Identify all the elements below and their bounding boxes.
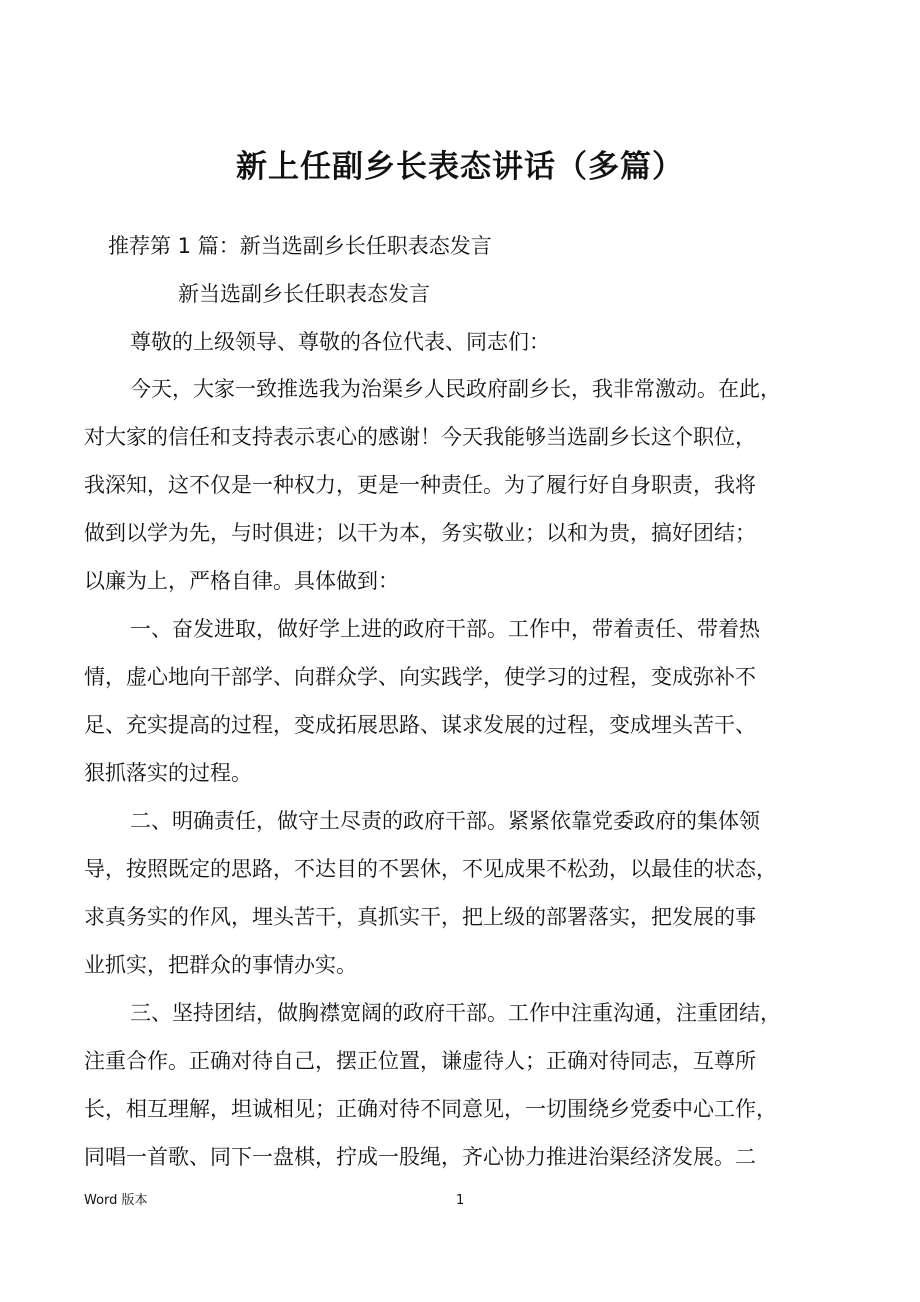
salutation-line: 尊敬的上级领导、尊敬的各位代表、同志们： — [130, 330, 550, 354]
body-line: 做到以学为先，与时俱进；以干为本，务实敬业；以和为贵，搞好团结； — [84, 521, 756, 545]
body-line: 今天，大家一致推选我为治渠乡人民政府副乡长，我非常激动。在此， — [130, 377, 781, 401]
body-line: 以廉为上，严格自律。具体做到： — [84, 569, 399, 593]
body-line: 情，虚心地向干部学、向群众学、向实践学，使学习的过程，变成弥补不 — [84, 665, 756, 689]
body-line: 足、充实提高的过程，变成拓展思路、谋求发展的过程，变成埋头苦干、 — [84, 713, 756, 737]
body-line: 导，按照既定的思路，不达目的不罢休，不见成果不松劲，以最佳的状态， — [84, 857, 777, 881]
body-line: 同唱一首歌、同下一盘棋，拧成一股绳，齐心协力推进治渠经济发展。二 — [84, 1145, 756, 1169]
page-number: 1 — [456, 1193, 465, 1208]
body-line: 业抓实，把群众的事情办实。 — [84, 953, 357, 977]
recommend-heading: 推荐第 1 篇：新当选副乡长任职表态发言 — [108, 234, 492, 258]
body-line: 注重合作。正确对待自己，摆正位置，谦虚待人；正确对待同志，互尊所 — [84, 1049, 756, 1073]
body-line: 对大家的信任和支持表示衷心的感谢！今天我能够当选副乡长这个职位， — [84, 425, 756, 449]
footer-label: Word 版本 — [84, 1193, 148, 1208]
body-line: 二、明确责任，做守土尽责的政府干部。紧紧依靠党委政府的集体领 — [130, 809, 760, 833]
body-line: 狠抓落实的过程。 — [84, 761, 252, 785]
body-line: 三、坚持团结，做胸襟宽阔的政府干部。工作中注重沟通，注重团结， — [130, 1001, 781, 1025]
speech-title: 新当选副乡长任职表态发言 — [178, 282, 430, 306]
body-line: 求真务实的作风，埋头苦干，真抓实干，把上级的部署落实，把发展的事 — [84, 905, 756, 929]
body-line: 一、奋发进取，做好学上进的政府干部。工作中，带着责任、带着热 — [130, 617, 760, 641]
body-line: 长，相互理解，坦诚相见；正确对待不同意见，一切围绕乡党委中心工作， — [84, 1097, 777, 1121]
document-title: 新上任副乡长表态讲话（多篇） — [236, 149, 684, 185]
body-line: 我深知，这不仅是一种权力，更是一种责任。为了履行好自身职责，我将 — [84, 473, 756, 497]
